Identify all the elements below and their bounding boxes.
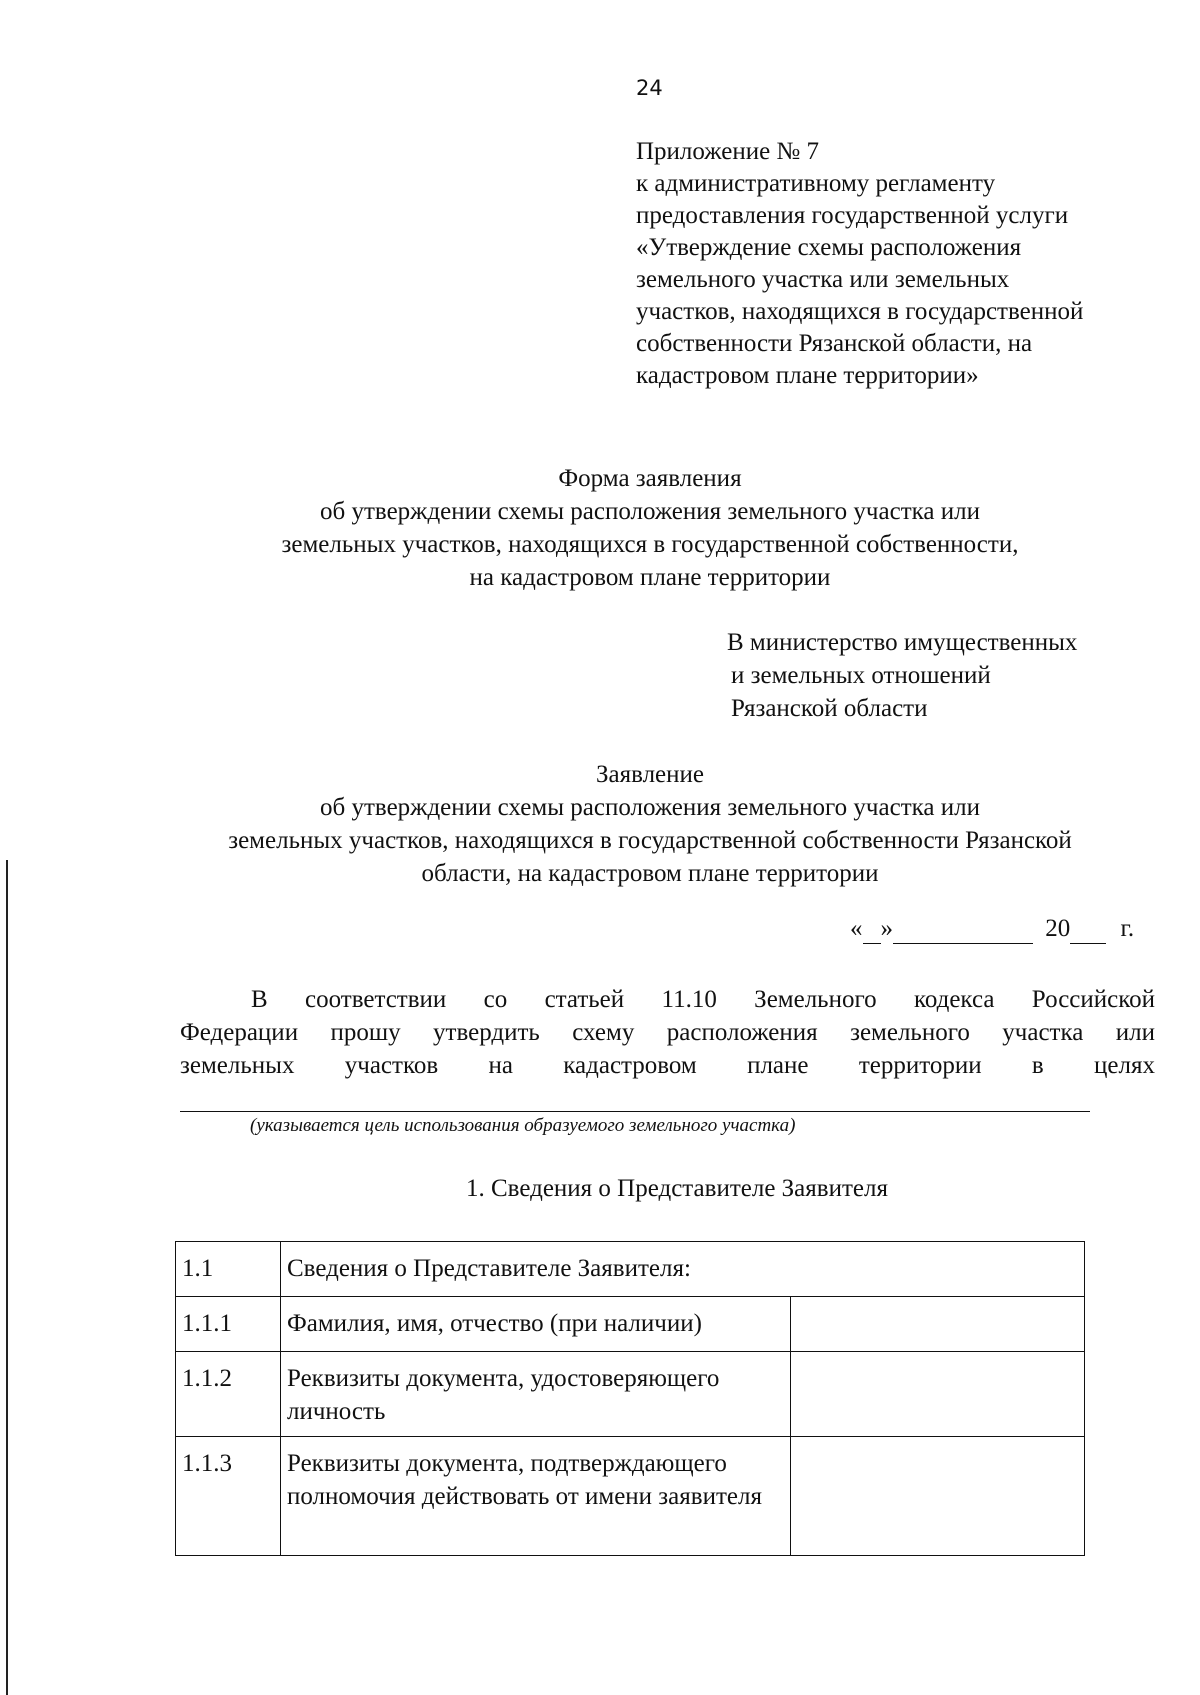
row-label: Фамилия, имя, отчество (при наличии) (281, 1297, 791, 1352)
date-line (850, 915, 1134, 944)
paragraph-line: В соответствии со статьей 11.10 Земельного кодекса Российской (251, 986, 1155, 1013)
representative-table (175, 1241, 1085, 1556)
year-prefix: 20 (1045, 915, 1071, 942)
section-heading: 1. Сведения о Представителе Заявителя (466, 1175, 888, 1202)
request-paragraph (180, 983, 1155, 1082)
form-title-line: земельных участков, находящихся в государственной собственности, (281, 531, 1019, 558)
appendix-note (636, 136, 1156, 392)
paragraph-line: земельных участков на кадастровом плане территории в целях (180, 1052, 1155, 1079)
day-blank[interactable] (863, 915, 881, 944)
month-blank[interactable] (893, 915, 1033, 944)
statement-title-line: Заявление (595, 761, 705, 788)
row-value-field[interactable] (791, 1352, 1085, 1437)
row-label: Реквизиты документа, удостоверяющего личность (281, 1352, 791, 1437)
statement-title-line: земельных участков, находящихся в государственной собственности Рязанской (228, 827, 1072, 854)
appendix-line: предоставления государственной услуги (636, 202, 1069, 229)
scan-margin-line (6, 860, 8, 1695)
row-number: 1.1.3 (176, 1437, 281, 1556)
table-row (176, 1437, 1085, 1556)
appendix-line: «Утверждение схемы расположения (636, 234, 1022, 261)
row-label: Сведения о Представителе Заявителя: (281, 1242, 1085, 1297)
year-suffix: г. (1120, 915, 1135, 942)
form-title-line: Форма заявления (558, 465, 742, 492)
row-label: Реквизиты документа, подтверждающего полномочия действовать от имени заявителя (281, 1437, 791, 1556)
appendix-line: к административному регламенту (636, 170, 996, 197)
appendix-line: участков, находящихся в государственной (636, 298, 1084, 325)
date-close-quote: » (880, 915, 893, 942)
appendix-line: кадастровом плане территории» (636, 362, 979, 389)
addressee-line: В министерство имущественных (727, 629, 1078, 656)
table-row (176, 1352, 1085, 1437)
appendix-line: Приложение № 7 (636, 138, 820, 165)
statement-title-line: об утверждении схемы расположения земельного участка или (320, 794, 980, 821)
statement-title (150, 758, 1150, 890)
addressee-line: Рязанской области (731, 695, 928, 722)
addressee-block (727, 626, 1077, 725)
page-number: 24 (636, 76, 663, 100)
purpose-input-line[interactable] (180, 1111, 1090, 1112)
form-title-line: на кадастровом плане территории (469, 564, 831, 591)
statement-title-line: области, на кадастровом плане территории (421, 860, 879, 887)
row-number: 1.1.2 (176, 1352, 281, 1437)
row-number: 1.1.1 (176, 1297, 281, 1352)
row-value-field[interactable] (791, 1297, 1085, 1352)
row-number: 1.1 (176, 1242, 281, 1297)
date-open-quote: « (850, 915, 863, 942)
form-title (150, 462, 1150, 594)
addressee-line: и земельных отношений (731, 662, 991, 689)
row-value-field[interactable] (791, 1437, 1085, 1556)
form-title-line: об утверждении схемы расположения земельного участка или (320, 498, 980, 525)
table-header-row (176, 1242, 1085, 1297)
appendix-line: земельного участка или земельных (636, 266, 1010, 293)
appendix-line: собственности Рязанской области, на (636, 330, 1033, 357)
purpose-hint: (указывается цель использования образуемого земельного участка) (250, 1115, 796, 1136)
paragraph-line: Федерации прошу утвердить схему расположения земельного участка или (180, 1019, 1155, 1046)
year-blank[interactable] (1070, 915, 1106, 944)
table-row (176, 1297, 1085, 1352)
